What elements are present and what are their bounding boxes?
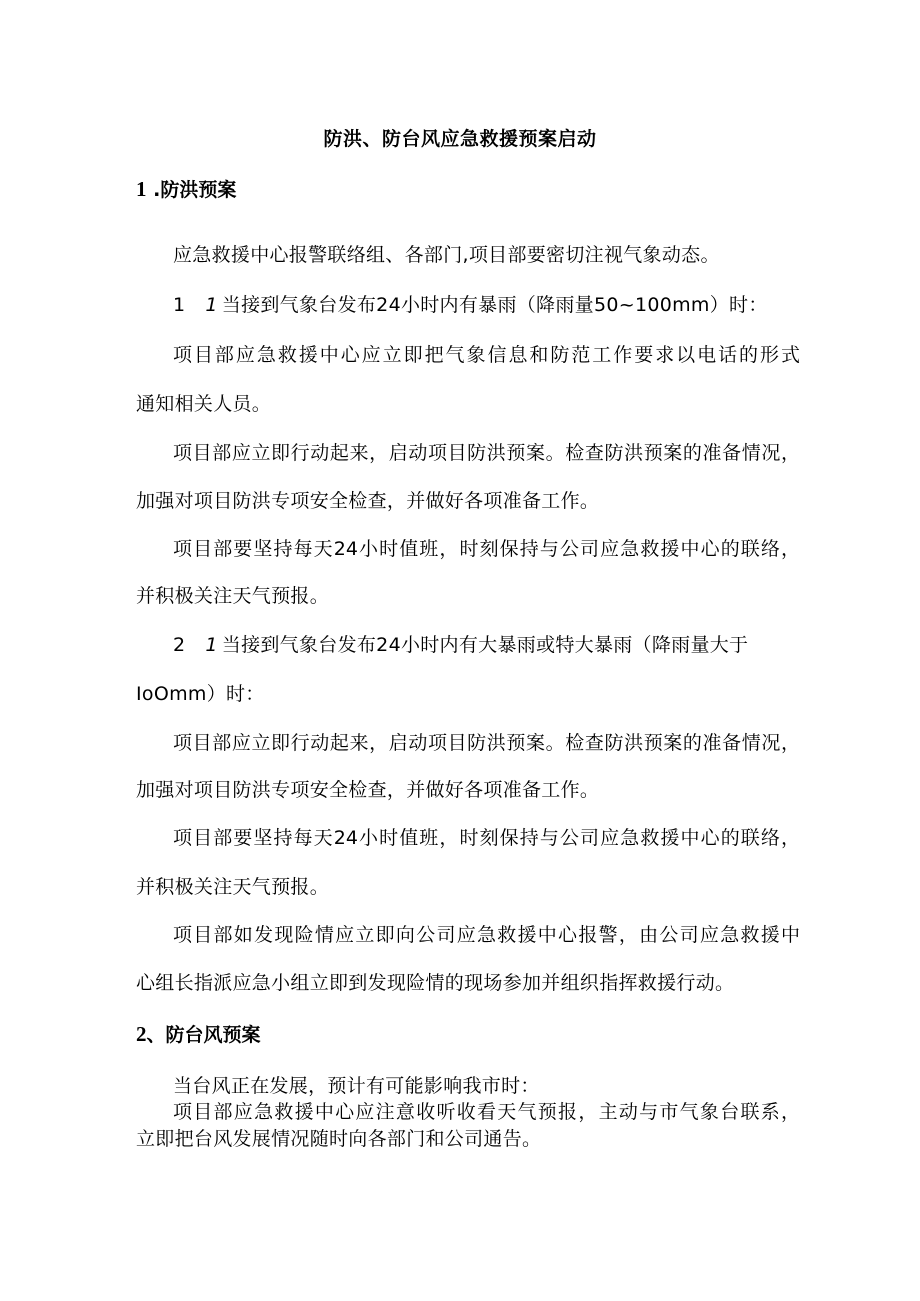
paragraph-line: 加强对项目防洪专项安全检查，并做好各项准备工作。 — [136, 779, 600, 801]
paragraph-line: IoOmm）时： — [136, 683, 265, 705]
list-item-2-1 — [173, 630, 748, 657]
section-1-heading-text: .防洪预案 — [146, 179, 237, 201]
paragraph-line: 应急救援中心报警联络组、各部门,项目部要密切注视气象动态。 — [173, 244, 720, 266]
paragraph-line: 项目部要坚持每天24小时值班，时刻保持与公司应急救援中心的联络， — [173, 538, 800, 560]
list-item-number: 2 — [173, 634, 186, 656]
paragraph-line: 项目部应立即行动起来，启动项目防洪预案。检查防洪预案的准备情况， — [173, 732, 800, 754]
list-item-text: 当接到气象台发布24小时内有暴雨（降雨量50~100mm）时： — [221, 294, 768, 316]
paragraph-line: 项目部如发现险情应立即向公司应急救援中心报警，由公司应急救援中 — [173, 924, 800, 946]
section-2-heading-text: 、防台风预案 — [146, 1024, 261, 1046]
document-title: 防洪、防台风应急救援预案启动 — [323, 128, 597, 150]
list-item-1-1 — [173, 290, 768, 317]
paragraph-line: 项目部应急救援中心应立即把气象信息和防范工作要求以电话的形式 — [173, 344, 800, 366]
section-1-number: 1 — [136, 177, 147, 201]
list-item-separator: 1 — [205, 294, 218, 316]
paragraph-line: 项目部应急救援中心应注意收听收看天气预报，主动与市气象台联系， — [173, 1101, 800, 1123]
list-item-separator: 1 — [205, 634, 218, 656]
list-item-number: 1 — [173, 294, 186, 316]
section-2-number: 2 — [136, 1022, 147, 1046]
paragraph-line: 立即把台风发展情况随时向各部门和公司通告。 — [136, 1128, 542, 1150]
paragraph-line: 并积极关注天气预报。 — [136, 876, 330, 898]
paragraph-line: 当台风正在发展，预计有可能影响我市时： — [173, 1075, 540, 1097]
section-1-heading — [136, 175, 236, 202]
section-2-heading — [136, 1020, 261, 1047]
paragraph-line: 心组长指派应急小组立即到发现险情的现场参加并组织指挥救援行动。 — [136, 972, 735, 994]
list-item-text: 当接到气象台发布24小时内有大暴雨或特大暴雨（降雨量大于 — [221, 634, 749, 656]
paragraph-line: 通知相关人员。 — [136, 393, 272, 415]
paragraph-line: 并积极关注天气预报。 — [136, 585, 330, 607]
paragraph-line: 项目部应立即行动起来，启动项目防洪预案。检查防洪预案的准备情况， — [173, 442, 800, 464]
paragraph-line: 加强对项目防洪专项安全检查，并做好各项准备工作。 — [136, 490, 600, 512]
paragraph-line: 项目部要坚持每天24小时值班，时刻保持与公司应急救援中心的联络， — [173, 827, 800, 849]
